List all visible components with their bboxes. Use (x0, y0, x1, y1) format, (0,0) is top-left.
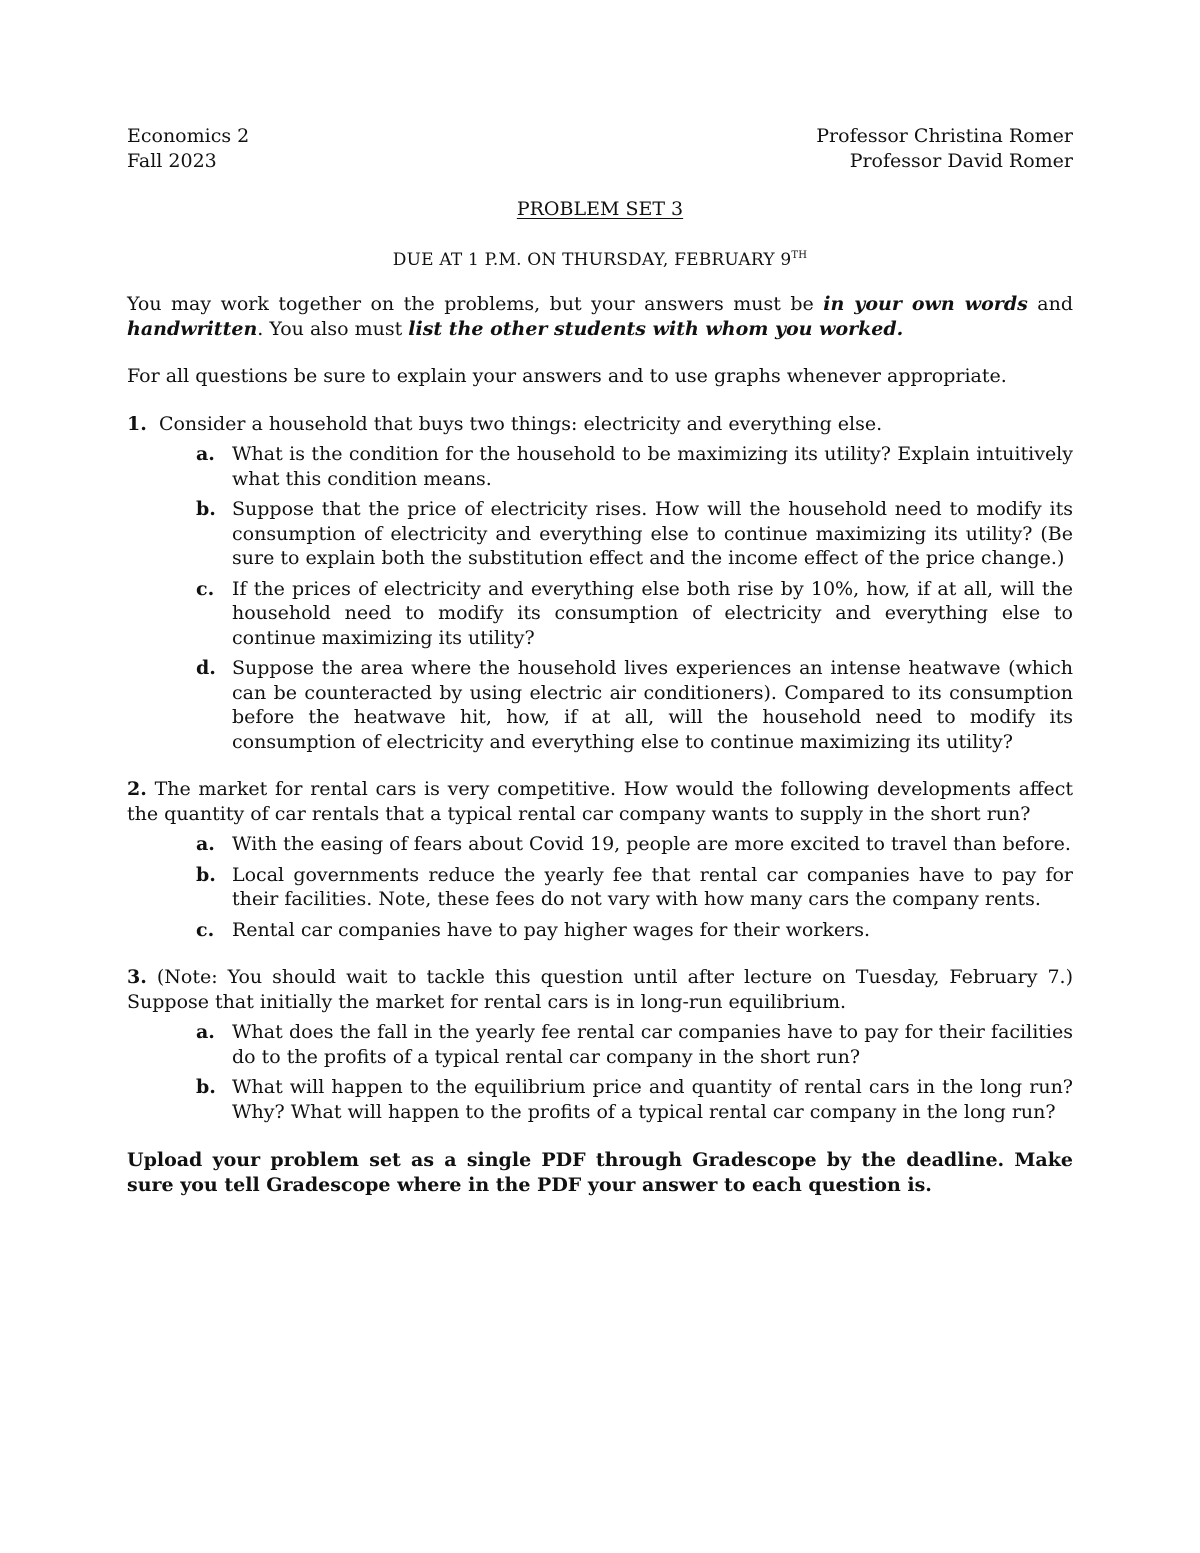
intro-text-2: and (1027, 293, 1073, 315)
part-letter: c. (196, 577, 215, 600)
question-3-stem (127, 965, 1073, 1014)
intro-emphasis-1: in your own words (823, 293, 1028, 315)
part-letter: a. (196, 1021, 215, 1043)
course-name: Economics 2 (127, 125, 250, 147)
question-number: 1. (127, 412, 147, 435)
intro-text-1: You may work together on the problems, but your answers must be (127, 293, 824, 315)
question-2-part (127, 863, 1073, 912)
part-letter: b. (196, 498, 216, 520)
part-text: Rental car companies have to pay higher wages for their workers. (232, 918, 871, 941)
professor-1: Professor Christina Romer (816, 125, 1073, 147)
part-text: Local governments reduce the yearly fee that rental car companies have to pay for their facilities. Note, these fees do not vary with how many cars the company rents. (232, 863, 1073, 910)
question-text: The market for rental cars is very competitive. How would the following developments affect the quantity of car rentals that a typical rental car company wants to supply in the short run? (127, 778, 1073, 825)
header (127, 124, 1073, 173)
question-1-part (127, 577, 1073, 651)
part-text: What will happen to the equilibrium price and quantity of rental cars in the long run? Why? What will happen to the profits of a typical rental car company in the long run? (232, 1076, 1073, 1123)
submission-instructions: Upload your problem set as a single PDF through Gradescope by the deadline. Make sure you tell Gradescope where in the PDF your answer to each question is. (127, 1149, 1073, 1196)
intro-text-3: . You also must (257, 317, 409, 340)
question-text: (Note: You should wait to tackle this question until after lecture on Tuesday, February 7.) Suppose that initially the market for rental cars is in long-run equilibrium. (127, 966, 1073, 1013)
part-text: What does the fall in the yearly fee rental car companies have to pay for their facilities do to the profits of a typical rental car company in the short run? (232, 1021, 1073, 1068)
question-3-part (127, 1075, 1073, 1124)
part-letter: d. (196, 657, 216, 679)
part-letter: b. (196, 1076, 216, 1098)
question-number: 3. (127, 966, 147, 988)
header-right (816, 124, 1073, 173)
part-letter: c. (196, 918, 215, 941)
question-1-part (127, 497, 1073, 571)
part-text: What is the condition for the household to be maximizing its utility? Explain intuitively what this condition means. (232, 443, 1073, 490)
question-2-stem (127, 777, 1073, 826)
professor-2: Professor David Romer (849, 149, 1073, 172)
question-1 (127, 412, 1073, 755)
title-text: PROBLEM SET 3 (516, 198, 684, 220)
question-text: Consider a household that buys two things: electricity and everything else. (158, 412, 883, 435)
instructions (127, 292, 1073, 341)
term: Fall 2023 (127, 149, 217, 172)
due-date (127, 244, 1073, 273)
document-page (127, 124, 1073, 1197)
question-3 (127, 965, 1073, 1124)
header-left (127, 124, 249, 173)
part-text: Suppose that the price of electricity rises. How will the household need to modify its consumption of electricity and everything else to continue maximizing its utility? (Be sure to explain both the substitution effect and the income effect of the price change.) (232, 498, 1073, 569)
question-1-part (127, 656, 1073, 754)
question-3-part (127, 1020, 1073, 1069)
intro-emphasis-3: list the other students with whom you worked. (408, 317, 904, 340)
part-text: Suppose the area where the household lives experiences an intense heatwave (which can be counteracted by using electric air conditioners). Compared to its consumption before the heatwave hit, how, if at all, will the household need to modify its consumption of electricity and everything else to continue maximizing its utility? (232, 657, 1073, 753)
intro-emphasis-2: handwritten (127, 317, 258, 340)
part-letter: a. (196, 833, 215, 855)
due-suffix: TH (791, 249, 808, 261)
part-text: If the prices of electricity and everything else both rise by 10%, how, if at all, will the household need to modify its consumption of electricity and everything else to continue maximizing its utility? (232, 577, 1073, 649)
part-text: With the easing of fears about Covid 19, people are more excited to travel than before. (232, 833, 1071, 855)
question-2-part (127, 918, 1073, 943)
question-number: 2. (127, 778, 147, 800)
general-instruction: For all questions be sure to explain your answers and to use graphs whenever appropriate. (127, 365, 1007, 387)
part-letter: b. (196, 863, 216, 886)
question-2-part (127, 832, 1073, 857)
page-title (127, 197, 1073, 222)
question-1-stem (127, 412, 1073, 437)
question-1-part (127, 442, 1073, 491)
due-text: DUE AT 1 P.M. ON THURSDAY, FEBRUARY 9 (392, 249, 792, 270)
part-letter: a. (196, 443, 215, 465)
question-2 (127, 777, 1073, 942)
